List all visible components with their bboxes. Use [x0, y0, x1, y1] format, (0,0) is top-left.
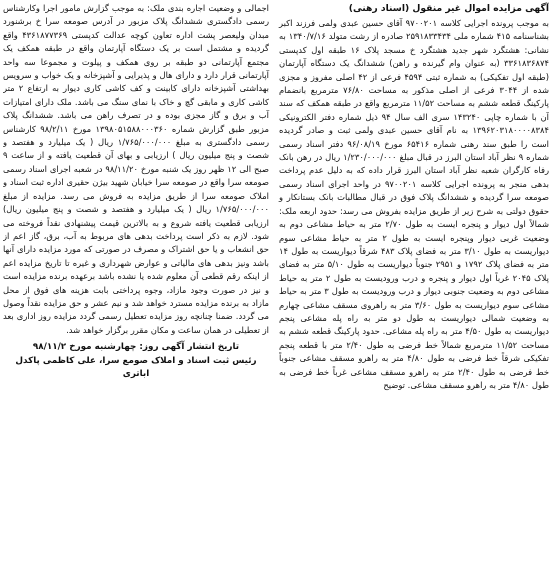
notice-right-column [273, 2, 549, 574]
publish-date-line: تاریخ انتشار آگهی روز: چهارشنبه مورخ ۹۸/۱۱/۲ [32, 342, 240, 353]
notice-title: آگهی مزایده اموال غیر منقول (اسناد رهنی) [348, 3, 549, 14]
signature-line-2: اباتری [122, 369, 150, 380]
notice-body-left: اجمالی و وضعیت اجاره بندی ملک: به موجب گزارش مامور اجرا وکارشناس رسمی دادگستری ششدانگ پلاک مزبور در آدرس صومعه سرا خ برشنورد مبدان ولیعصر پشت اداره تعاون کوچه عدالت کدپستی ۴۳۶۱۸۷۷۳۶۹ واقع گردیده و مشتمل است بر یک دستگاه آپارتمان واقع در طبقه همکف یک مجتمع آپارتمانی دو طبقه بر روی همکف و پیلوت و مجموعا سه واحد آپارتمانی قرار دارد و دارای هال و پذیرایی و آشپزخانه و یک خواب و سرویس بهداشتی آشپزخانه دارای کابینت و کف کاشی کاری دیوار به ارتفاع ۲ متر کاشی کاری و مابقی گچ و خاک با نمای سنگ می باشد. ملک دارای امتیازات آب و برق و گاز مجزی بوده و در تصرف راهن می باشد. ششدانگ پلاک مزبور طبق گزارش شماره ۱۳۹۸۰۵۱۵۸۸۰۰۰۳۶۰ مورخ ۹۸/۲/۱۱ کارشناس رسمی دادگستری به مبلغ ۱/۷۶۵/۰۰۰/۰۰۰ ریال ( یک میلیارد و هفتصد و شصت و پنج میلیون ریال ) ارزیابی و بهای آن قطعیت یافته و از ساعت ۹ صبح الی ۱۲ ظهر روز یک شنبه مورخ ۹۸/۱۱/۲۰ در شعبه اجرای اسناد رسمی صومعه سرا واقع در صومعه سرا خیابان شهید بیژن حقیری اداره ثبت اسناد و املاک صومعه سرا از طریق مزایده به فروش می رسد. مزایده از مبلغ ۱/۷۶۵/۰۰۰/۰۰۰ ریال ( یک میلیارد و هفتصد و شصت و پنج میلیون ریال) ارزیابی قطعیت یافته شروع و به بالاترین قیمت پیشنهادی نقداً فروخته می شود. لازم به ذکر است پرداخت بدهی های مربوط به آب، برق، گاز اعم از حق انشعاب و یا حق اشتراک و مصرف در صورتی که مورد مزایده دارای آنها باشد ونیز بدهی های مالیاتی و عوارض شهرداری و غیره تا تاریخ مزایده اعم از اینکه رقم قطعی آن معلوم شده یا نشده باشد برعهده برنده مزایده است و نیز در صورت وجود مازاد، وجوه پرداختی بابت هزینه های فوق از محل مازاد به برنده مزایده مسترد خواهد شد و نیم عشر و حق مزایده نقداً وصول می گردد. ضمنا چنانچه روز مزایده تعطیل رسمی گردد مزایده روز اداری بعد از تعطیلی در همان ساعت و مکان مقرر برگزار خواهد شد. [3, 3, 270, 335]
notice-left-column [3, 2, 273, 574]
notice-body-right: به موجب پرونده اجرایی کلاسه ۹۷۰۰۲۰۱ آقای حسین عبدی ولمی فرزند اکبر بشناسنامه ۴۱۵ شماره ملی ۲۵۹۱۸۳۳۴۳۴ صادره از رشت متولد ۱۳۴۰/۷/۱۶ به نشانی: هشتگرد شهر جدید هشتگرد خ مسجد پلاک ۱۶ طبقه اول کدپستی ۳۳۶۱۸۳۶۸۷۴ (به عنوان وام گیرنده و راهن) ششدانگ یک دستگاه آپارتمان (طبقه اول تفکیکی) به شماره ثبتی ۴۵۹۴ فرعی از ۴۲ اصلی مفروز و مجزی شده از ۳۰۴۴ فرعی از اصلی مذکور به مساحت ۷۶/۸۰ مترمربع بانضمام پارکینگ قطعه ششم به مساحت ۱۱/۵۲ مترمربع واقع در طبقه همکف که سند آن با شماره چاپی ۱۴۳۲۴۰ سری الف سال ۹۴ ذیل شماره دفتر الکترونیکی ۱۳۹۶۲۰۳۱۸۰۰۰۰۸۳۸۴ به نام آقای حسین عبدی ولمی ثبت و صادر گردیده است را طبق سند رهنی شماره ۶۵۴۱۶ مورخ ۹۶/۰۸/۱۹ دفتر اسناد رسمی شماره ۹ نظر آباد استان البرز در قبال مبلغ ۱/۲۳۰/۰۰۰/۰۰۰ ریال در رهن بانک رفاه کارگران شعبه نظر آباد استان البرز قرار داده که به دلیل عدم پرداخت بدهی منجر به پرونده اجرایی کلاسه ۹۷۰۰۲۰۱ در واحد اجرای اسناد رسمی صومعه سرا گردیده و ششدانگ پلاک فوق در قبال مطالبات بانک بستانکار و حقوق دولتی به شرح زیر از طریق مزایده بفروش می رسد: حدود اربعه ملک: شمالاً اول دیوار و پنجره ایست به طول ۲/۷۰ متر به حیاط مشاعی دوم به وضعیت غربی دیوار وپنجره ایست به طول ۲ متر به حیاط مشاعی سوم دیواریست به طول ۳/۱۰ متر به فضای پلاک ۴۸۳ شرقاً دیواریست به طول ۱۴ متر به فضای پلاک ۱۷۹۲ و ۲۹۵۱ جنوباً دیواریست به طول ۵/۱۰ متر به فضای پلاک ۲۰۴۵ غرباً اول دیوار و پنجره و درب ورودیست به طول ۲ متر به حیاط مشاعی دوم به وضعیت جنوبی دیوار و درب ورودیست به طول ۳ متر به حیاط مشاعی سوم دیواریست به طول ۳/۶۰ متر به راهروی مسقف مشاعی چهارم به وضعیت شمالی دیواریست به طول دو متر به راه پله مشاعی پنجم دیواریست به طول ۴/۵۰ متر به راه پله مشاعی. حدود پارکینگ قطعه ششم به مساحت ۱۱/۵۲ مترمربع شمالاً خط فرضی به طول ۲/۴۰ متر با قطعه پنجم تفکیکی شرقاً خط فرضی به طول ۴/۸۰ متر به راهرو مسقف مشاعی جنوباً خط فرضی به طول ۲/۴۰ متر به راهرو مسقف مشاعی غرباً خط فرضی به طول ۴/۸۰ متر به راهرو مسقف مشاعی. توضیح [279, 18, 549, 390]
notice-signature-block [3, 341, 269, 382]
signature-line: رئیس ثبت اسناد و املاک صومع سرا، علی کاظمی پاکدل [15, 355, 257, 366]
